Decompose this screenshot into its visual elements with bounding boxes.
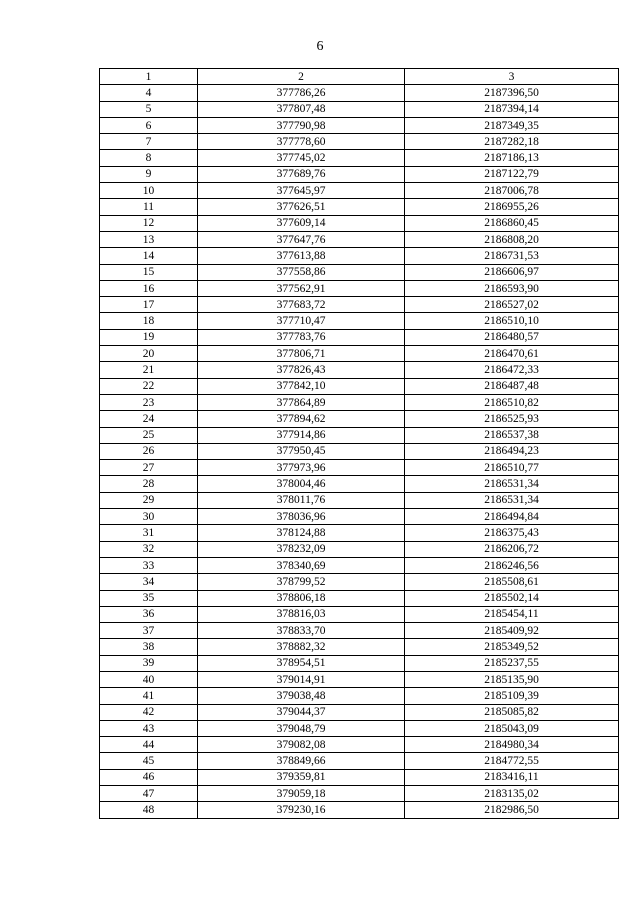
point-number-cell: 6 — [100, 117, 198, 133]
x-coordinate-cell: 377558,86 — [198, 264, 405, 280]
point-number-cell: 8 — [100, 150, 198, 166]
y-coordinate-cell: 2185135,90 — [405, 671, 619, 687]
table-row — [100, 541, 619, 557]
column-header-2: 2 — [198, 69, 405, 85]
x-coordinate-cell: 379082,08 — [198, 737, 405, 753]
y-coordinate-cell: 2187396,50 — [405, 85, 619, 101]
y-coordinate-cell: 2185454,11 — [405, 606, 619, 622]
table-row — [100, 427, 619, 443]
table-row — [100, 492, 619, 508]
y-coordinate-cell: 2186510,82 — [405, 394, 619, 410]
table-row — [100, 786, 619, 802]
y-coordinate-cell: 2182986,50 — [405, 802, 619, 818]
x-coordinate-cell: 378036,96 — [198, 509, 405, 525]
table-row — [100, 199, 619, 215]
x-coordinate-cell: 377783,76 — [198, 329, 405, 345]
table-row — [100, 476, 619, 492]
point-number-cell: 7 — [100, 134, 198, 150]
x-coordinate-cell: 378232,09 — [198, 541, 405, 557]
point-number-cell: 30 — [100, 509, 198, 525]
x-coordinate-cell: 377562,91 — [198, 280, 405, 296]
y-coordinate-cell: 2185502,14 — [405, 590, 619, 606]
x-coordinate-cell: 377647,76 — [198, 231, 405, 247]
point-number-cell: 9 — [100, 166, 198, 182]
x-coordinate-cell: 378011,76 — [198, 492, 405, 508]
table-row — [100, 753, 619, 769]
table-row — [100, 329, 619, 345]
y-coordinate-cell: 2186494,23 — [405, 443, 619, 459]
y-coordinate-cell: 2186808,20 — [405, 231, 619, 247]
y-coordinate-cell: 2185109,39 — [405, 688, 619, 704]
table-row — [100, 85, 619, 101]
point-number-cell: 36 — [100, 606, 198, 622]
y-coordinate-cell: 2186860,45 — [405, 215, 619, 231]
x-coordinate-cell: 379044,37 — [198, 704, 405, 720]
x-coordinate-cell: 377745,02 — [198, 150, 405, 166]
point-number-cell: 17 — [100, 297, 198, 313]
table-row — [100, 720, 619, 736]
point-number-cell: 12 — [100, 215, 198, 231]
x-coordinate-cell: 377826,43 — [198, 362, 405, 378]
x-coordinate-cell: 378833,70 — [198, 623, 405, 639]
table-row — [100, 362, 619, 378]
point-number-cell: 15 — [100, 264, 198, 280]
point-number-cell: 13 — [100, 231, 198, 247]
y-coordinate-cell: 2187186,13 — [405, 150, 619, 166]
x-coordinate-cell: 377973,96 — [198, 460, 405, 476]
table-row — [100, 557, 619, 573]
table-header-row — [100, 69, 619, 85]
y-coordinate-cell: 2186955,26 — [405, 199, 619, 215]
point-number-cell: 19 — [100, 329, 198, 345]
y-coordinate-cell: 2185508,61 — [405, 574, 619, 590]
y-coordinate-cell: 2186510,77 — [405, 460, 619, 476]
y-coordinate-cell: 2184980,34 — [405, 737, 619, 753]
y-coordinate-cell: 2186510,10 — [405, 313, 619, 329]
x-coordinate-cell: 379038,48 — [198, 688, 405, 704]
table-row — [100, 460, 619, 476]
point-number-cell: 26 — [100, 443, 198, 459]
y-coordinate-cell: 2186606,97 — [405, 264, 619, 280]
y-coordinate-cell: 2185085,82 — [405, 704, 619, 720]
x-coordinate-cell: 377710,47 — [198, 313, 405, 329]
point-number-cell: 24 — [100, 411, 198, 427]
x-coordinate-cell: 379230,16 — [198, 802, 405, 818]
y-coordinate-cell: 2187282,18 — [405, 134, 619, 150]
point-number-cell: 29 — [100, 492, 198, 508]
table-row — [100, 117, 619, 133]
y-coordinate-cell: 2186375,43 — [405, 525, 619, 541]
x-coordinate-cell: 377613,88 — [198, 248, 405, 264]
column-header-1: 1 — [100, 69, 198, 85]
y-coordinate-cell: 2185409,92 — [405, 623, 619, 639]
point-number-cell: 22 — [100, 378, 198, 394]
y-coordinate-cell: 2186593,90 — [405, 280, 619, 296]
page-number: 6 — [316, 39, 324, 54]
x-coordinate-cell: 378806,18 — [198, 590, 405, 606]
table-row — [100, 150, 619, 166]
y-coordinate-cell: 2184772,55 — [405, 753, 619, 769]
y-coordinate-cell: 2185237,55 — [405, 655, 619, 671]
x-coordinate-cell: 379048,79 — [198, 720, 405, 736]
table-row — [100, 231, 619, 247]
table-row — [100, 313, 619, 329]
y-coordinate-cell: 2186531,34 — [405, 492, 619, 508]
table-row — [100, 606, 619, 622]
point-number-cell: 35 — [100, 590, 198, 606]
point-number-cell: 33 — [100, 557, 198, 573]
table-row — [100, 623, 619, 639]
table-row — [100, 769, 619, 785]
x-coordinate-cell: 377864,89 — [198, 394, 405, 410]
table-row — [100, 590, 619, 606]
x-coordinate-cell: 378954,51 — [198, 655, 405, 671]
y-coordinate-cell: 2186494,84 — [405, 509, 619, 525]
point-number-cell: 5 — [100, 101, 198, 117]
point-number-cell: 48 — [100, 802, 198, 818]
y-coordinate-cell: 2187006,78 — [405, 183, 619, 199]
x-coordinate-cell: 377950,45 — [198, 443, 405, 459]
table-row — [100, 297, 619, 313]
table-row — [100, 574, 619, 590]
table-row — [100, 802, 619, 818]
y-coordinate-cell: 2186206,72 — [405, 541, 619, 557]
table-row — [100, 411, 619, 427]
point-number-cell: 39 — [100, 655, 198, 671]
y-coordinate-cell: 2186525,93 — [405, 411, 619, 427]
table-row — [100, 737, 619, 753]
x-coordinate-cell: 378849,66 — [198, 753, 405, 769]
x-coordinate-cell: 377790,98 — [198, 117, 405, 133]
column-header-3: 3 — [405, 69, 619, 85]
x-coordinate-cell: 377894,62 — [198, 411, 405, 427]
table-row — [100, 166, 619, 182]
table-row — [100, 264, 619, 280]
point-number-cell: 4 — [100, 85, 198, 101]
point-number-cell: 44 — [100, 737, 198, 753]
table-row — [100, 378, 619, 394]
table-row — [100, 215, 619, 231]
y-coordinate-cell: 2185349,52 — [405, 639, 619, 655]
y-coordinate-cell: 2183416,11 — [405, 769, 619, 785]
x-coordinate-cell: 378882,32 — [198, 639, 405, 655]
point-number-cell: 43 — [100, 720, 198, 736]
table-row — [100, 509, 619, 525]
x-coordinate-cell: 377778,60 — [198, 134, 405, 150]
table-row — [100, 671, 619, 687]
point-number-cell: 31 — [100, 525, 198, 541]
y-coordinate-cell: 2186537,38 — [405, 427, 619, 443]
point-number-cell: 47 — [100, 786, 198, 802]
point-number-cell: 38 — [100, 639, 198, 655]
x-coordinate-cell: 379059,18 — [198, 786, 405, 802]
point-number-cell: 40 — [100, 671, 198, 687]
point-number-cell: 46 — [100, 769, 198, 785]
point-number-cell: 11 — [100, 199, 198, 215]
point-number-cell: 42 — [100, 704, 198, 720]
y-coordinate-cell: 2187349,35 — [405, 117, 619, 133]
table-row — [100, 101, 619, 117]
point-number-cell: 14 — [100, 248, 198, 264]
y-coordinate-cell: 2186531,34 — [405, 476, 619, 492]
point-number-cell: 27 — [100, 460, 198, 476]
x-coordinate-cell: 377689,76 — [198, 166, 405, 182]
x-coordinate-cell: 378816,03 — [198, 606, 405, 622]
y-coordinate-cell: 2186731,53 — [405, 248, 619, 264]
table-row — [100, 655, 619, 671]
point-number-cell: 45 — [100, 753, 198, 769]
y-coordinate-cell: 2187394,14 — [405, 101, 619, 117]
x-coordinate-cell: 377842,10 — [198, 378, 405, 394]
table-row — [100, 248, 619, 264]
point-number-cell: 20 — [100, 346, 198, 362]
x-coordinate-cell: 378799,52 — [198, 574, 405, 590]
table-body — [100, 85, 619, 818]
x-coordinate-cell: 377645,97 — [198, 183, 405, 199]
x-coordinate-cell: 378340,69 — [198, 557, 405, 573]
point-number-cell: 34 — [100, 574, 198, 590]
x-coordinate-cell: 377683,72 — [198, 297, 405, 313]
point-number-cell: 18 — [100, 313, 198, 329]
point-number-cell: 28 — [100, 476, 198, 492]
x-coordinate-cell: 377914,86 — [198, 427, 405, 443]
table-row — [100, 639, 619, 655]
y-coordinate-cell: 2183135,02 — [405, 786, 619, 802]
table-row — [100, 183, 619, 199]
point-number-cell: 23 — [100, 394, 198, 410]
point-number-cell: 16 — [100, 280, 198, 296]
table-row — [100, 688, 619, 704]
x-coordinate-cell: 377807,48 — [198, 101, 405, 117]
point-number-cell: 25 — [100, 427, 198, 443]
table-row — [100, 346, 619, 362]
table-row — [100, 525, 619, 541]
point-number-cell: 32 — [100, 541, 198, 557]
x-coordinate-cell: 377626,51 — [198, 199, 405, 215]
x-coordinate-cell: 377609,14 — [198, 215, 405, 231]
y-coordinate-cell: 2187122,79 — [405, 166, 619, 182]
point-number-cell: 21 — [100, 362, 198, 378]
y-coordinate-cell: 2186246,56 — [405, 557, 619, 573]
x-coordinate-cell: 377786,26 — [198, 85, 405, 101]
table-row — [100, 394, 619, 410]
y-coordinate-cell: 2186472,33 — [405, 362, 619, 378]
y-coordinate-cell: 2186470,61 — [405, 346, 619, 362]
table-row — [100, 704, 619, 720]
point-number-cell: 10 — [100, 183, 198, 199]
table-row — [100, 134, 619, 150]
x-coordinate-cell: 378124,88 — [198, 525, 405, 541]
y-coordinate-cell: 2186527,02 — [405, 297, 619, 313]
y-coordinate-cell: 2186480,57 — [405, 329, 619, 345]
x-coordinate-cell: 377806,71 — [198, 346, 405, 362]
y-coordinate-cell: 2186487,48 — [405, 378, 619, 394]
table-row — [100, 280, 619, 296]
x-coordinate-cell: 378004,46 — [198, 476, 405, 492]
x-coordinate-cell: 379014,91 — [198, 671, 405, 687]
coordinates-table — [99, 68, 619, 819]
point-number-cell: 37 — [100, 623, 198, 639]
table-row — [100, 443, 619, 459]
point-number-cell: 41 — [100, 688, 198, 704]
y-coordinate-cell: 2185043,09 — [405, 720, 619, 736]
x-coordinate-cell: 379359,81 — [198, 769, 405, 785]
